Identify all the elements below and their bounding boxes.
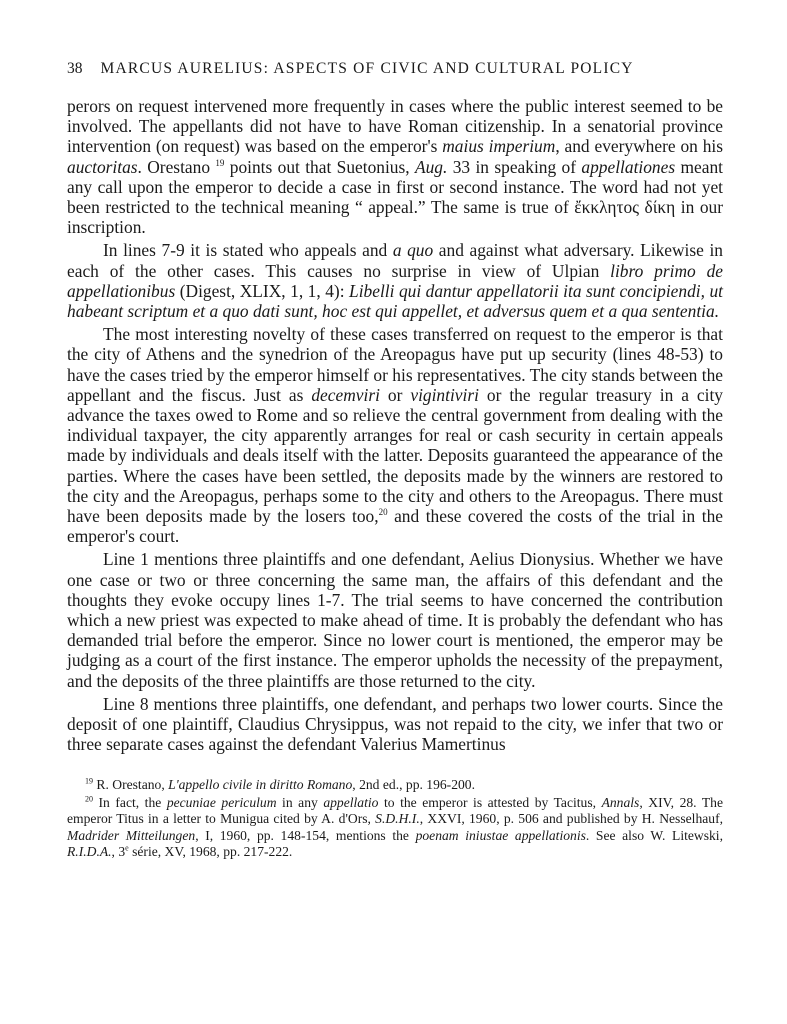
footnote-20: $^{20}$ In fact, the pecuniae periculum in any appellatio to the emperor is attested by Tacitus, Annals, XIV, 28. The emperor Titus in a letter to Munigua cited by A. d'Ors, S.D.H.I., XXVI, 1960, p. 506 and published by H. Nesselhauf, Madrider Mitteilungen, I, 1960, pp. 148-154, mentions the poenam iniustae appellationis. See also W. Litewski, R.I.D.A., 3e série, XV, 1968, pp. 217-222. (67, 794, 723, 860)
page (67, 60, 723, 861)
paragraph-5: Line 8 mentions three plaintiffs, one defendant, and perhaps two lower courts. Since the deposit of one plaintiff, Claudius Chrysippus, was not repaid to the city, we infer that two or three separate cases against the defendant Valerius Mamertinus (67, 693, 723, 755)
paragraph-1: perors on request intervened more frequently in cases where the public interest seemed to be involved. The appellants did not have to have Roman citizenship. In a senatorial province intervention (on request) was based on the emperor's maius imperium, and everywhere on his auctoritas. Orestano $^{19}$ points out that Suetonius, Aug. 33 in speaking of appellationes meant any call upon the emperor to decide a case in first or second instance. The word had not yet been restricted to the technical meaning “ appeal.” The same is true of ἔκκλητος δίκη in our inscription. (67, 96, 724, 238)
body-text (67, 96, 723, 755)
paragraph-3: The most interesting novelty of these cases transferred on request to the emperor is that the city of Athens and the synedrion of the Areopagus have put up security (lines 48-53) to have the cases tried by the emperor himself or his representatives. The city stands between the appellant and the fiscus. Just as decemviri or vigintiviri or the regular treasury in a city advance the taxes owed to Rome and so relieve the central government from dealing with the individual taxpayer, the city apparently arranges for real or cash security in certain appeals made by individuals and deals itself with the latter. Deposits guaranteed the appearance of the parties. Where the cases have been settled, the deposits made by the winners are restored to the city and the Areopagus, perhaps some to the city and others to the Areopagus. There must have been deposits made by the losers too,$^{20}$ and these covered the costs of the trial in the emperor's court. (67, 324, 723, 547)
latin-quotation: Libelli qui dantur appellatorii ita sunt concipiendi, ut habeant scriptum et a quo dati sunt, hoc est qui appellet, et adversus quem et a qua sententia. (67, 280, 723, 322)
page-number: 38 (67, 60, 83, 77)
footnote-number: 19 (85, 775, 93, 785)
greek-phrase: ἔκκλητος δίκη (574, 197, 676, 218)
footnotes (67, 777, 723, 861)
paragraph-2: In lines 7-9 it is stated who appeals and a quo and against what adversary. Likewise in each of the other cases. This causes no surprise in view of Ulpian libro primo de appellationibus (Digest, XLIX, 1, 1, 4): Libelli qui dantur appellatorii ita sunt concipiendi, ut habeant scriptum et a quo dati sunt, hoc est qui appellet, et adversus quem et a qua sententia. (67, 240, 724, 322)
footnote-number: 20 (85, 794, 93, 804)
footnote-19: $^{19}$ R. Orestano, L'appello civile in diritto Romano, 2nd ed., pp. 196-200. (85, 775, 475, 792)
paragraph-4: Line 1 mentions three plaintiffs and one defendant, Aelius Dionysius. Whether we have one case or two or three concerning the same man, the affairs of this defendant and the thoughts they evoke occupy lines 1-7. The trial seems to have concerned the contribution which a new priest was expected to make ahead of time. It is probably the defendant who has demanded trial before the emperor. Since no lower court is mentioned, the emperor may be judging as a court of the first instance. The emperor upholds the necessity of the prepayment, and the deposits of the three plaintiffs are those returned to the city. (67, 549, 723, 691)
footnote-ref-19[interactable]: 19 (215, 157, 225, 168)
footnote-ref-20[interactable]: 20 (378, 507, 388, 518)
running-title: MARCUS AURELIUS: ASPECTS OF CIVIC AND CULTURAL POLICY (100, 60, 634, 77)
running-header (67, 60, 723, 86)
